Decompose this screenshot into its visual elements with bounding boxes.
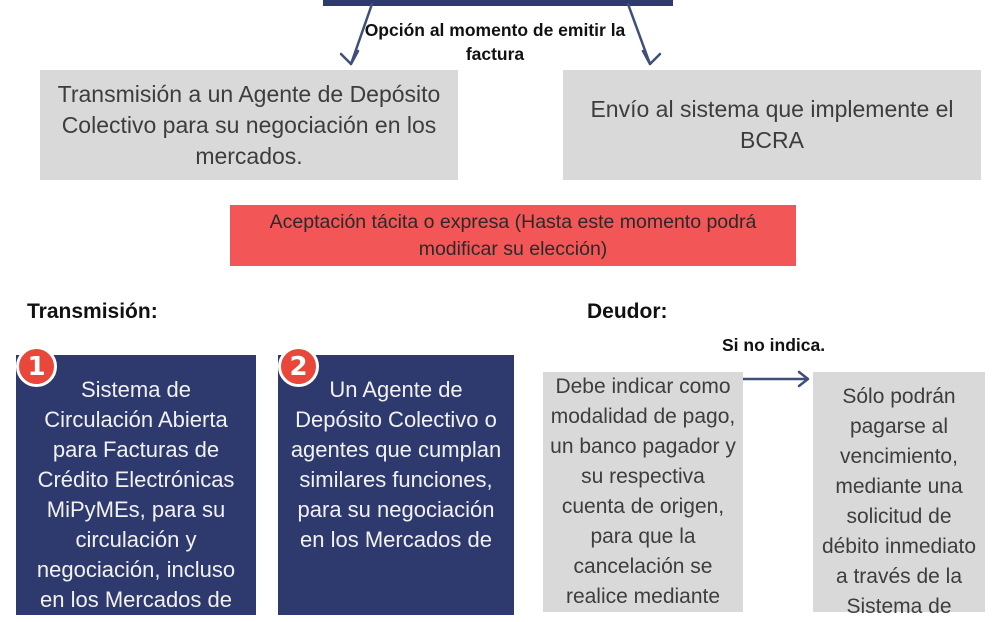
arrow-to-right-option (628, 4, 650, 64)
acceptance-text: Aceptación tácita o expresa (Hasta este momento podrá modificar su elección) (269, 210, 757, 260)
option-right-box (563, 70, 981, 180)
deudor-left-box (543, 372, 743, 612)
arrowhead-right (643, 51, 660, 64)
deudor-right-text: Sólo podrán pagarse al vencimiento, mediante una solicitud de débito inmediato a través de la Sistema de (821, 385, 977, 618)
option-left-text: Transmisión a un Agente de Depósito Colectivo para su negociación en los mercados. (57, 80, 441, 169)
number-badge-2: 2 (278, 346, 319, 387)
transmision-item-2-text: Un Agente de Depósito Colectivo o agentes que cumplan similares funciones, para su negociación en los Mercados de (290, 377, 502, 552)
condition-label: Opción al momento de emitir la factura (364, 20, 626, 64)
deudor-right-box (813, 372, 985, 618)
transmision-item-2 (278, 355, 514, 615)
top-box-fragment (323, 0, 673, 6)
arrowhead-left (341, 51, 358, 64)
arrowhead-deudor (799, 372, 808, 386)
acceptance-box (230, 205, 796, 266)
deudor-condition-label: Si no indica. (722, 335, 826, 355)
deudor-heading: Deudor: (587, 300, 668, 323)
option-left-box (40, 70, 458, 180)
deudor-left-text: Debe indicar como modalidad de pago, un banco pagador y su respectiva cuenta de origen, para que la cancelación se realice mediante (550, 375, 736, 608)
number-badge-1: 1 (16, 346, 57, 387)
transmision-item-1-text: Sistema de Circulación Abierta para Facturas de Crédito Electrónicas MiPyMEs, para su circulación y negociación, incluso en los Mercados de (36, 377, 236, 612)
transmision-item-1 (16, 355, 256, 615)
option-right-text: Envío al sistema que implemente el BCRA (590, 96, 954, 153)
transmision-heading: Transmisión: (27, 300, 158, 323)
